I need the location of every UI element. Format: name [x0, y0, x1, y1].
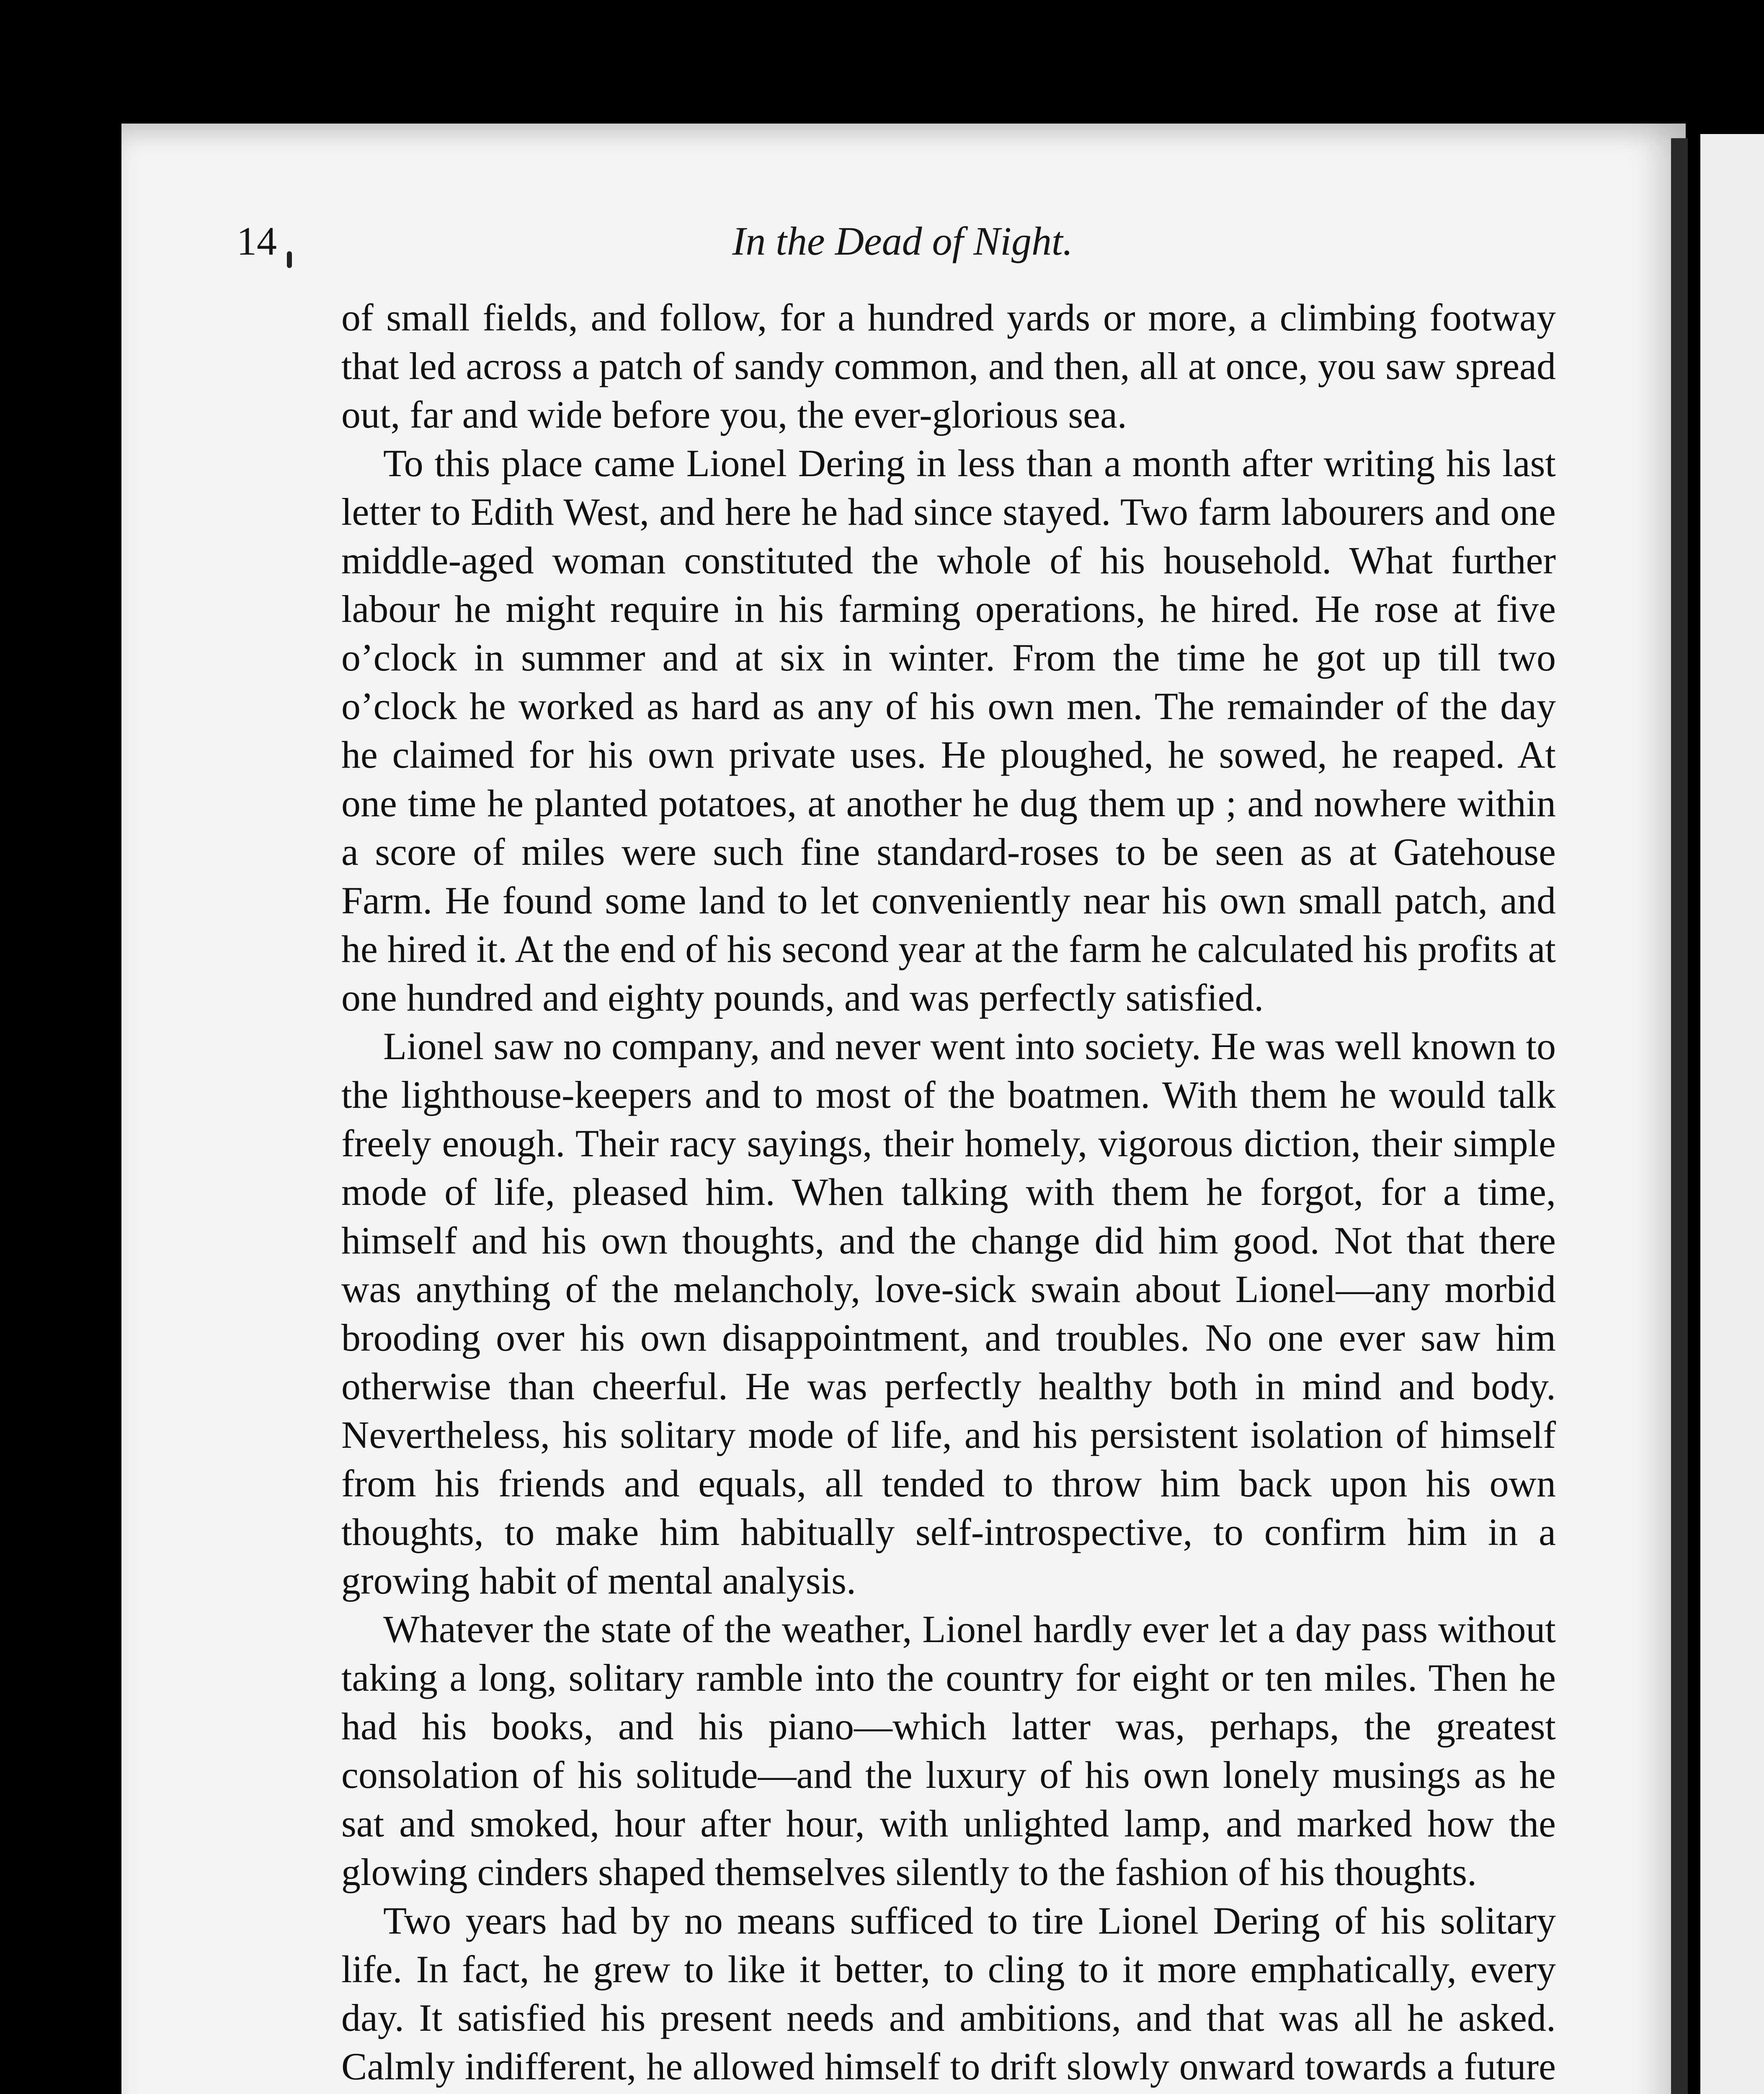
body-text	[341, 293, 1556, 2094]
page-header	[237, 209, 1568, 276]
paragraph: of small fields, and follow, for a hundred yards or more, a climbing footway that led across a patch of sandy common, and then, all at once, you saw spread out, far and wide before you, the ever-glorious sea.	[341, 296, 1556, 436]
page-gutter-shadow	[1671, 138, 1688, 2094]
page-number: 14	[237, 219, 277, 263]
paragraph: Lionel saw no company, and never went into society. He was well known to the lighthouse-keepers and to most of the boatmen. With them he would talk freely enough. Their racy sayings, their homely, vigorous diction, their simple mode of life, pleased him. When talking with them he forgot, for a time, himself and his own thoughts, and the change did him good. Not that there was anything of the melancholy, love-sick swain about Lionel—any morbid brooding over his own disappointment, and troubles. No one ever saw him otherwise than cheerful. He was perfectly healthy both in mind and body. Nevertheless, his solitary mode of life, and his persistent isolation of himself from his friends and equals, all tended to throw him back upon his own thoughts, to make him habitually self-introspective, to confirm him in a growing habit of mental analysis.	[341, 1025, 1556, 1602]
paragraph: Whatever the state of the weather, Lionel hardly ever let a day pass without taking a long, solitary ramble into the country for eight or ten miles. Then he had his books, and his piano—which latter was, perhaps, the greatest consolation of his solitude—and the luxury of his own lonely musings as he sat and smoked, hour after hour, with unlighted lamp, and marked how the glowing cinders shaped themselves silently to the fashion of his thoughts.	[341, 1608, 1556, 1893]
paragraph: To this place came Lionel Dering in less than a month after writing his last letter to Edith West, and here he had since stayed. Two farm labourers and one middle-aged woman constituted the whole of his household. What further labour he might require in his farming operations, he hired. He rose at five o’clock in summer and at six in winter. From the time he got up till two o’clock he worked as hard as any of his own men. The remainder of the day he claimed for his own private uses. He ploughed, he sowed, he reaped. At one time he planted potatoes, at another he dug them up ; and nowhere within a score of miles were such fine standard-roses to be seen as at Gatehouse Farm. He found some land to let conveniently near his own small patch, and he hired it. At the end of his second year at the farm he calculated his profits at one hundred and eighty pounds, and was perfectly satisfied.	[341, 442, 1556, 1019]
facing-page-edge	[1700, 134, 1764, 2094]
running-title: In the Dead of Night.	[732, 219, 1073, 263]
paragraph: Two years had by no means sufficed to tire Lionel Dering of his solitary life. In fact, he grew to like it better, to cling to it more emphatically, every day. It satisfied his present needs and ambitions, and that was all he asked. Calmly indifferent, he allowed himself to drift slowly onward towards a future	[341, 1899, 1556, 2088]
